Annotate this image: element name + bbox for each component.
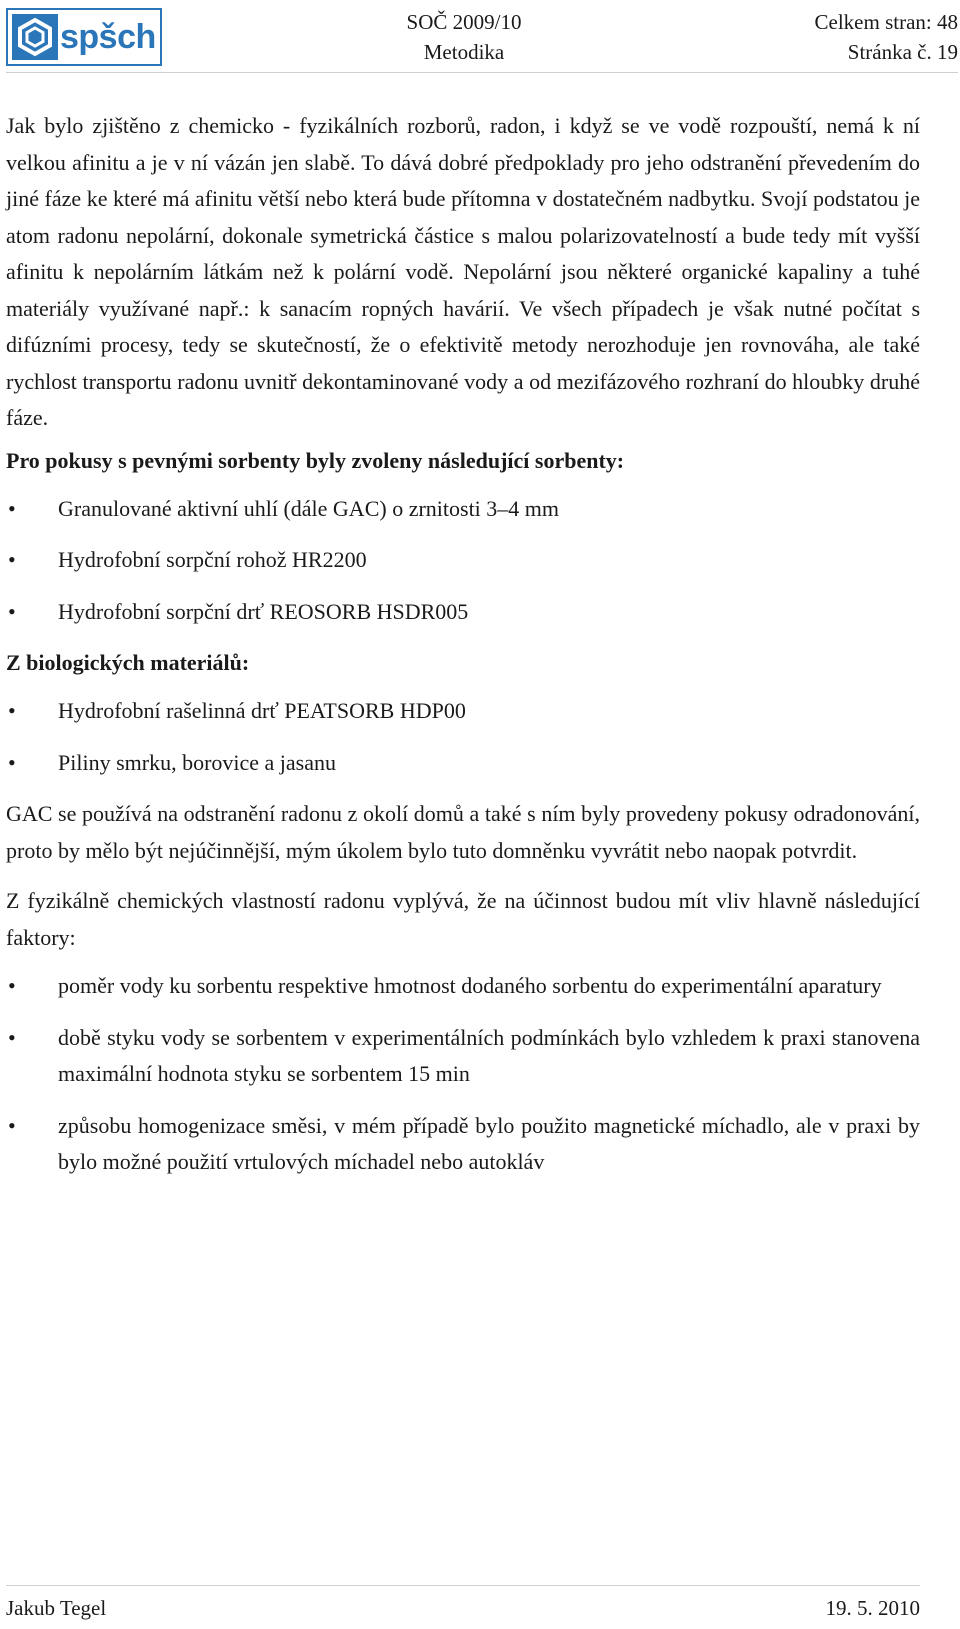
gac-paragraph: GAC se používá na odstranění radonu z okolí domů a také s ním byly provedeny pokusy odradonování, proto by mělo být nejúčinnější, mým úkolem bylo tuto domněnku vyvrátit nebo naopak potvrdit.: [6, 801, 920, 863]
list-item: • Hydrofobní sorpční rohož HR2200: [6, 542, 920, 579]
biological-materials-heading: Z biologických materiálů:: [6, 650, 250, 675]
document-date: 19. 5. 2010: [825, 1596, 920, 1620]
list-item: • Granulované aktivní uhlí (dále GAC) o zrnitosti 3–4 mm: [6, 491, 920, 528]
competition-label: SOČ 2009/10: [406, 10, 522, 34]
list-item: • poměr vody ku sorbentu respektive hmotnost dodaného sorbentu do experimentální aparatury: [6, 968, 920, 1005]
biological-materials-list: [6, 693, 920, 781]
section-label: Metodika: [423, 40, 505, 64]
total-pages-label: Celkem stran: 48: [814, 10, 958, 34]
logo-text: spšch: [60, 18, 156, 56]
page-content: [6, 108, 920, 1196]
list-item: • Piliny smrku, borovice a jasanu: [6, 745, 920, 782]
list-item: • Hydrofobní sorpční drť REOSORB HSDR005: [6, 594, 920, 631]
solid-sorbents-list: [6, 491, 920, 631]
page-number-label: Stránka č. 19: [847, 40, 958, 64]
list-item: • době styku vody se sorbentem v experimentálních podmínkách bylo vzhledem k praxi stanovena maximální hodnota styku se sorbentem 15 min: [6, 1020, 920, 1093]
logo-hexagon-icon: [12, 14, 58, 60]
intro-paragraph: Jak bylo zjištěno z chemicko - fyzikálních rozborů, radon, i když se ve vodě rozpouští, nemá k ní velkou afinitu a je v ní vázán jen slabě. To dává dobré předpoklady pro jeho odstranění převedením do jiné fáze ke které má afinitu větší nebo která bude přítomna v dostatečném nadbytku. Svojí podstatou je atom radonu nepolární, dokonale symetrická částice s malou polarizovatelností a bude tedy mít vyšší afinitu k nepolárním látkám než k polární vodě. Nepolární jsou některé organické kapaliny a tuhé materiály využívané např.: k sanacím ropných havárií. Ve všech případech je však nutné počítat s difúzními procesy, tedy se skutečností, že o efektivitě metody nerozhoduje jen rovnováha, ale také rychlost transportu radonu uvnitř dekontaminované vody a od mezifázového rozhraní do hloubky druhé fáze.: [6, 113, 920, 430]
factors-intro-paragraph: Z fyzikálně chemických vlastností radonu vyplývá, že na účinnost budou mít vliv hlavně následující faktory:: [6, 888, 920, 950]
list-item: • Hydrofobní rašelinná drť PEATSORB HDP00: [6, 693, 920, 730]
author-name: Jakub Tegel: [6, 1596, 107, 1620]
page-header: [6, 6, 958, 73]
page-footer: [6, 1585, 920, 1624]
school-logo: [6, 8, 162, 66]
factors-list: [6, 968, 920, 1181]
solid-sorbents-heading: Pro pokusy s pevnými sorbenty byly zvoleny následující sorbenty:: [6, 447, 625, 473]
list-item: • způsobu homogenizace směsi, v mém případě bylo použito magnetické míchadlo, ale v praxi by bylo možné použití vrtulových míchadel nebo autokláv: [6, 1108, 920, 1181]
